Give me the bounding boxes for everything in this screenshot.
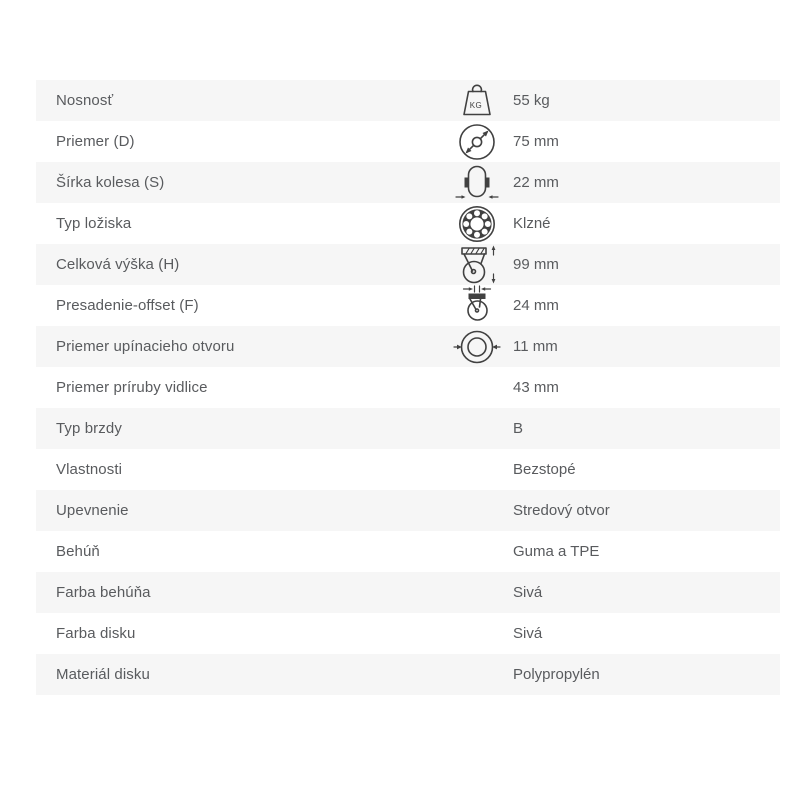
spec-value: Bezstopé bbox=[513, 461, 576, 478]
spec-value: Sivá bbox=[513, 584, 543, 601]
table-row bbox=[36, 531, 780, 572]
weight-icon bbox=[440, 80, 513, 122]
spec-value: 55 kg bbox=[513, 92, 550, 109]
wheel-width-icon bbox=[440, 162, 513, 204]
table-row bbox=[36, 285, 780, 326]
spec-value: 11 mm bbox=[513, 338, 558, 355]
spec-label: Priemer upínacieho otvoru bbox=[56, 338, 235, 355]
spec-label: Priemer (D) bbox=[56, 133, 135, 150]
spec-label: Vlastnosti bbox=[56, 461, 123, 478]
table-row bbox=[36, 162, 780, 203]
spec-label: Presadenie-offset (F) bbox=[56, 297, 199, 314]
spec-value: Stredový otvor bbox=[513, 502, 610, 519]
spec-value: 22 mm bbox=[513, 174, 559, 191]
spec-label: Upevnenie bbox=[56, 502, 129, 519]
table-row bbox=[36, 408, 780, 449]
spec-value: Klzné bbox=[513, 215, 551, 232]
table-row bbox=[36, 367, 780, 408]
table-row bbox=[36, 244, 780, 285]
spec-label: Priemer príruby vidlice bbox=[56, 379, 208, 396]
table-row bbox=[36, 613, 780, 654]
spec-label: Nosnosť bbox=[56, 92, 114, 109]
table-row bbox=[36, 654, 780, 695]
spec-label: Materiál disku bbox=[56, 666, 150, 683]
caster-offset-icon bbox=[440, 285, 513, 327]
spec-label: Typ brzdy bbox=[56, 420, 122, 437]
spec-value: B bbox=[513, 420, 524, 437]
spec-label: Celková výška (H) bbox=[56, 256, 180, 273]
spec-value: 75 mm bbox=[513, 133, 559, 150]
spec-label: Farba behúňa bbox=[56, 584, 151, 601]
diameter-icon bbox=[440, 121, 513, 163]
table-row bbox=[36, 572, 780, 613]
spec-value: 24 mm bbox=[513, 297, 559, 314]
table-row bbox=[36, 203, 780, 244]
caster-height-icon bbox=[440, 244, 513, 286]
spec-value: Polypropylén bbox=[513, 666, 600, 683]
bore-diameter-icon bbox=[440, 326, 513, 368]
spec-label: Typ ložiska bbox=[56, 215, 132, 232]
spec-label: Šírka kolesa (S) bbox=[56, 174, 165, 191]
spec-value: Guma a TPE bbox=[513, 543, 600, 560]
table-row bbox=[36, 121, 780, 162]
table-row bbox=[36, 80, 780, 121]
spec-label: Behúň bbox=[56, 543, 100, 560]
bearing-icon bbox=[440, 203, 513, 245]
table-row bbox=[36, 449, 780, 490]
spec-value: 43 mm bbox=[513, 379, 559, 396]
kg-icon-label: KG bbox=[469, 100, 482, 110]
table-row bbox=[36, 326, 780, 367]
spec-value: 99 mm bbox=[513, 256, 559, 273]
product-spec-table bbox=[36, 80, 780, 695]
spec-label: Farba disku bbox=[56, 625, 136, 642]
table-row bbox=[36, 490, 780, 531]
spec-value: Sivá bbox=[513, 625, 543, 642]
